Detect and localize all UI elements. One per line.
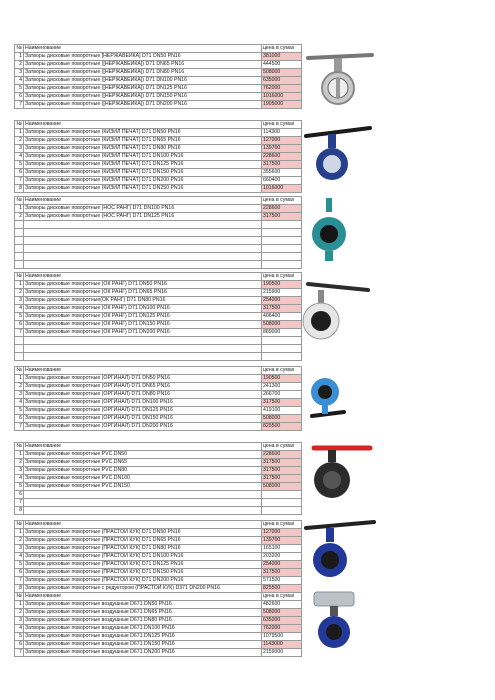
price-cell: 635000 xyxy=(262,77,302,85)
col-price-header: цена в сумах xyxy=(262,197,302,205)
price-cell: 190500 xyxy=(262,375,302,383)
price-cell: 228600 xyxy=(262,153,302,161)
row-number: 1 xyxy=(15,281,24,289)
price-table-pvc xyxy=(14,442,302,515)
price-cell: 825500 xyxy=(262,585,302,593)
row-number: 5 xyxy=(15,85,24,93)
row-number: 4 xyxy=(15,399,24,407)
table-row xyxy=(15,321,302,329)
empty-cell xyxy=(262,345,302,353)
col-price-header: цена в сумах xyxy=(262,121,302,129)
price-cell: 114300 xyxy=(262,129,302,137)
row-number: 8 xyxy=(15,185,24,193)
product-name: Затворы дисковые поворотные (ОК РАНГ) D71 DN200 PN16 xyxy=(24,329,262,337)
product-name: Затворы дисковые поворотные (ОРГИНАЛ) D71 DN50 PN16 xyxy=(24,375,262,383)
product-name: Затворы дисковые поворотные PVC DN65 xyxy=(24,459,262,467)
pvc-valve-image xyxy=(308,440,378,502)
product-name: Затворы дисковые поворотные (КИЗИЛ ПЕЧАТ) D71 DN100 PN16 xyxy=(24,153,262,161)
white-valve-image xyxy=(298,276,376,346)
price-cell: 2159000 xyxy=(262,649,302,657)
col-name-header: Наименование xyxy=(24,367,262,375)
row-number: 1 xyxy=(15,451,24,459)
price-table-pneumatic xyxy=(14,592,302,657)
price-table-original xyxy=(14,366,302,431)
col-name-header: Наименование xyxy=(24,121,262,129)
empty-cell xyxy=(24,337,262,345)
col-num-header: № xyxy=(16,521,22,527)
empty-row xyxy=(15,237,302,245)
product-name: Затворы дисковые поворотные ([НЕРЖАВЕЙКА]) D71 DN150 PN16 xyxy=(24,93,262,101)
product-name xyxy=(24,491,262,499)
table-row xyxy=(15,633,302,641)
table-row xyxy=(15,145,302,153)
row-number: 8 xyxy=(15,507,24,515)
pneumatic-valve-image xyxy=(304,588,364,654)
product-name: Затворы дисковые поворотные воздушные D671 DN150 PN16 xyxy=(24,641,262,649)
row-number: 7 xyxy=(15,577,24,585)
product-name: Затворы дисковые поворотные воздушные D671 DN100 PN16 xyxy=(24,625,262,633)
table-row xyxy=(15,93,302,101)
row-number: 1 xyxy=(15,375,24,383)
product-name: Затворы дисковые поворотные (ПРАСТОЙ КУК) D71 DN100 PN16 xyxy=(24,553,262,561)
product-name: Затворы дисковые поворотные (НОС РАНГ) D71 DN125 PN16 xyxy=(24,213,262,221)
row-number: 2 xyxy=(15,609,24,617)
col-name-header: Наименование xyxy=(24,197,262,205)
product-name: Затворы дисковые поворотные (ОРГИНАЛ) D71 DN80 PN16 xyxy=(24,391,262,399)
row-number: 6 xyxy=(15,169,24,177)
table-row xyxy=(15,529,302,537)
price-table-kizil-pechat xyxy=(14,120,302,193)
empty-cell xyxy=(15,353,24,361)
col-price-header: цена в сумах xyxy=(262,521,302,529)
row-number: 4 xyxy=(15,553,24,561)
price-cell: 317500 xyxy=(262,467,302,475)
col-num-header: № xyxy=(16,121,22,127)
empty-row xyxy=(15,337,302,345)
table-header xyxy=(15,367,302,375)
empty-cell xyxy=(24,261,262,269)
price-cell: 825500 xyxy=(262,423,302,431)
col-num-header: № xyxy=(16,197,22,203)
product-name: Затворы дисковые поворотные ([НЕРЖАВЕЙКА]) D71 DN80 PN16 xyxy=(24,69,262,77)
price-cell: 406400 xyxy=(262,313,302,321)
product-name: Затворы дисковые поворотные воздушные D671 DN80 PN16 xyxy=(24,617,262,625)
price-cell: 203200 xyxy=(262,553,302,561)
col-price-header: цена в сумах xyxy=(262,45,302,53)
row-number: 5 xyxy=(15,161,24,169)
table-row xyxy=(15,399,302,407)
row-number: 4 xyxy=(15,305,24,313)
col-name-header: Наименование xyxy=(24,593,262,601)
table-row xyxy=(15,77,302,85)
product-name: Затворы дисковые поворотные ([НЕРЖАВЕЙКА]) D71 DN100 PN16 xyxy=(24,77,262,85)
table-row xyxy=(15,609,302,617)
empty-cell xyxy=(262,261,302,269)
table-row xyxy=(15,499,302,507)
product-name: Затворы дисковые поворотные (КИЗИЛ ПЕЧАТ) D71 DN200 PN16 xyxy=(24,177,262,185)
table-row xyxy=(15,459,302,467)
price-cell: 139700 xyxy=(262,537,302,545)
product-name: Затворы дисковые поворотные (ПРАСТОЙ КУК) D71 DN200 PN16 xyxy=(24,577,262,585)
row-number: 7 xyxy=(15,329,24,337)
price-cell: 444500 xyxy=(262,61,302,69)
row-number: 1 xyxy=(15,205,24,213)
empty-row xyxy=(15,229,302,237)
price-cell: 190500 xyxy=(262,281,302,289)
price-cell: 571500 xyxy=(262,577,302,585)
row-number: 7 xyxy=(15,177,24,185)
table-row xyxy=(15,305,302,313)
price-cell: 762000 xyxy=(262,625,302,633)
table-row xyxy=(15,161,302,169)
light-blue-valve-image xyxy=(300,372,350,424)
price-cell xyxy=(262,499,302,507)
table-row xyxy=(15,483,302,491)
table-row xyxy=(15,553,302,561)
price-cell: 317500 xyxy=(262,459,302,467)
row-number: 6 xyxy=(15,321,24,329)
price-cell: 127000 xyxy=(262,529,302,537)
product-name: Затворы дисковые поворотные (ОК РАНГ) D71 DN150 PN16 xyxy=(24,321,262,329)
price-cell: 1016000 xyxy=(262,93,302,101)
price-cell: 139700 xyxy=(262,145,302,153)
row-number: 1 xyxy=(15,129,24,137)
row-number: 6 xyxy=(15,415,24,423)
table-row xyxy=(15,491,302,499)
row-number: 4 xyxy=(15,625,24,633)
table-row xyxy=(15,407,302,415)
table-row xyxy=(15,185,302,193)
price-cell: 508000 xyxy=(262,609,302,617)
empty-row xyxy=(15,245,302,253)
empty-cell xyxy=(262,353,302,361)
product-name: Затворы дисковые поворотные(ОК РАНГ) D71 DN80 PN16 xyxy=(24,297,262,305)
table-header xyxy=(15,443,302,451)
table-header xyxy=(15,197,302,205)
col-name-header: Наименование xyxy=(24,273,262,281)
product-name: Затворы дисковые поворотные воздушные D671 DN125 PN16 xyxy=(24,633,262,641)
product-name xyxy=(24,499,262,507)
col-num-header: № xyxy=(16,45,22,51)
price-cell: 317500 xyxy=(262,475,302,483)
price-cell: 660400 xyxy=(262,177,302,185)
price-cell: 508000 xyxy=(262,415,302,423)
col-num-header: № xyxy=(16,593,22,599)
product-name xyxy=(24,507,262,515)
empty-row xyxy=(15,345,302,353)
product-name: Затворы дисковые поворотные (ОРГИНАЛ) D71 DN200 PN16 xyxy=(24,423,262,431)
product-name: Затворы дисковые поворотные (КИЗИЛ ПЕЧАТ) D71 DN150 PN16 xyxy=(24,169,262,177)
product-name: Затворы дисковые поворотные (ОК РАНГ) D71 DN125 PN16 xyxy=(24,313,262,321)
table-header xyxy=(15,593,302,601)
empty-cell xyxy=(15,229,24,237)
empty-cell xyxy=(262,245,302,253)
empty-cell xyxy=(262,237,302,245)
table-row xyxy=(15,625,302,633)
price-cell: 254000 xyxy=(262,297,302,305)
price-cell: 482600 xyxy=(262,601,302,609)
price-cell: 419100 xyxy=(262,407,302,415)
product-name: Затворы дисковые поворотные PVC DN100 xyxy=(24,475,262,483)
table-row xyxy=(15,53,302,61)
row-number: 2 xyxy=(15,289,24,297)
row-number: 2 xyxy=(15,61,24,69)
row-number: 4 xyxy=(15,475,24,483)
product-name: Затворы дисковые поворотные ([НЕРЖАВЕЙКА]) D71 DN65 PN16 xyxy=(24,61,262,69)
price-cell: 508000 xyxy=(262,483,302,491)
table-row xyxy=(15,61,302,69)
table-row xyxy=(15,507,302,515)
row-number: 1 xyxy=(15,529,24,537)
price-cell: 508000 xyxy=(262,321,302,329)
table-row xyxy=(15,649,302,657)
row-number: 1 xyxy=(15,53,24,61)
price-cell xyxy=(262,507,302,515)
price-cell: 1016000 xyxy=(262,185,302,193)
table-header xyxy=(15,273,302,281)
empty-cell xyxy=(15,337,24,345)
price-cell: 254000 xyxy=(262,561,302,569)
table-row xyxy=(15,451,302,459)
row-number: 5 xyxy=(15,483,24,491)
product-name: Затворы дисковые поворотные (КИЗИЛ ПЕЧАТ) D71 DN50 PN16 xyxy=(24,129,262,137)
table-row xyxy=(15,177,302,185)
row-number: 7 xyxy=(15,499,24,507)
price-cell: 317500 xyxy=(262,305,302,313)
row-number: 5 xyxy=(15,407,24,415)
price-cell: 266700 xyxy=(262,391,302,399)
row-number: 3 xyxy=(15,69,24,77)
blue-valve-lever-image xyxy=(300,516,380,582)
product-name: Затворы дисковые поворотные (ОРГИНАЛ) D71 DN65 PN16 xyxy=(24,383,262,391)
row-number: 1 xyxy=(15,601,24,609)
row-number: 8 xyxy=(15,585,24,593)
empty-cell xyxy=(262,229,302,237)
price-cell: 635000 xyxy=(262,617,302,625)
col-num-header: № xyxy=(16,273,22,279)
row-number: 3 xyxy=(15,391,24,399)
col-name-header: Наименование xyxy=(24,521,262,529)
table-row xyxy=(15,137,302,145)
teal-valve-image xyxy=(308,196,350,264)
col-num-header: № xyxy=(16,367,22,373)
empty-cell xyxy=(24,345,262,353)
row-number: 4 xyxy=(15,77,24,85)
empty-cell xyxy=(262,337,302,345)
col-num-header: № xyxy=(16,443,22,449)
product-name: Затворы дисковые поворотные [НЕРЖАВЕЙКА] D71 DN50 PN16 xyxy=(24,53,262,61)
price-cell: 165100 xyxy=(262,545,302,553)
row-number: 6 xyxy=(15,93,24,101)
price-cell: 889000 xyxy=(262,329,302,337)
table-row xyxy=(15,569,302,577)
product-name: Затворы дисковые поворотные (ОК РАНГ) D71 DN100 PN16 xyxy=(24,305,262,313)
table-row xyxy=(15,289,302,297)
empty-cell xyxy=(24,229,262,237)
price-cell: 127000 xyxy=(262,137,302,145)
product-name: Затворы дисковые поворотные PVC DN80 xyxy=(24,467,262,475)
product-name: Затворы дисковые поворотные воздушные D671 DN65 PN16 xyxy=(24,609,262,617)
product-name: Затворы дисковые поворотные (ПРАСТОЙ КУК) D71 DN125 PN16 xyxy=(24,561,262,569)
price-cell: 228600 xyxy=(262,205,302,213)
price-table-nos-rang xyxy=(14,196,302,269)
product-name: Затворы дисковые поворотные (ПРАСТОЙ КУК) D71 DN65 PN16 xyxy=(24,537,262,545)
table-row xyxy=(15,577,302,585)
row-number: 7 xyxy=(15,423,24,431)
table-row xyxy=(15,69,302,77)
price-table-ok-rang xyxy=(14,272,302,361)
price-cell: 317500 xyxy=(262,569,302,577)
price-cell: 317500 xyxy=(262,213,302,221)
table-row xyxy=(15,153,302,161)
product-name: Затворы дисковые поворотные (ПРАСТОЙ КУК) D71 DN50 PN16 xyxy=(24,529,262,537)
table-row xyxy=(15,641,302,649)
row-number: 6 xyxy=(15,491,24,499)
table-row xyxy=(15,281,302,289)
col-price-header: цена в сумах xyxy=(262,593,302,601)
table-row xyxy=(15,475,302,483)
product-name: Затворы дисковые поворотные (ОК РАНГ) D71 DN50 PN16 xyxy=(24,281,262,289)
col-name-header: Наименование xyxy=(24,443,262,451)
table-row xyxy=(15,545,302,553)
table-header xyxy=(15,521,302,529)
col-name-header: Наименование xyxy=(24,45,262,53)
table-row xyxy=(15,129,302,137)
col-price-header: цена в сумах xyxy=(262,443,302,451)
empty-cell xyxy=(24,221,262,229)
product-name: Затворы дисковые поворотные (КИЗИЛ ПЕЧАТ) D71 DN250 PN16 xyxy=(24,185,262,193)
price-cell: 215900 xyxy=(262,289,302,297)
row-number: 3 xyxy=(15,617,24,625)
row-number: 3 xyxy=(15,467,24,475)
table-row xyxy=(15,375,302,383)
price-cell: 317500 xyxy=(262,399,302,407)
row-number: 4 xyxy=(15,153,24,161)
table-row xyxy=(15,537,302,545)
price-cell: 1143000 xyxy=(262,641,302,649)
product-name: Затворы дисковые поворотные воздушные D671 DN200 PN16 xyxy=(24,649,262,657)
row-number: 6 xyxy=(15,569,24,577)
price-cell: 762000 xyxy=(262,85,302,93)
empty-cell xyxy=(24,253,262,261)
row-number: 7 xyxy=(15,649,24,657)
table-row xyxy=(15,213,302,221)
row-number: 2 xyxy=(15,213,24,221)
table-row xyxy=(15,85,302,93)
product-name: Затворы дисковые поворотные (НОС РАНГ) D71 DN100 PN16 xyxy=(24,205,262,213)
empty-row xyxy=(15,261,302,269)
col-price-header: цена в сумах xyxy=(262,367,302,375)
product-name: Затворы дисковые поворотные (КИЗИЛ ПЕЧАТ) D71 DN80 PN16 xyxy=(24,145,262,153)
table-row xyxy=(15,101,302,109)
product-name: Затворы дисковые поворотные ([НЕРЖАВЕЙКА]) D71 DN125 PN16 xyxy=(24,85,262,93)
blue-valve-red-handle-image xyxy=(300,124,380,184)
product-name: Затворы дисковые поворотные (КИЗИЛ ПЕЧАТ) D71 DN65 PN16 xyxy=(24,137,262,145)
product-name: Затворы дисковые поворотные ([НЕРЖАВЕЙКА]) D71 DN200 PN16 xyxy=(24,101,262,109)
row-number: 2 xyxy=(15,537,24,545)
price-cell xyxy=(262,491,302,499)
row-number: 5 xyxy=(15,633,24,641)
row-number: 3 xyxy=(15,545,24,553)
table-row xyxy=(15,617,302,625)
table-row xyxy=(15,313,302,321)
product-name: Затворы дисковые поворотные (ОК РАНГ) D71 DN65 PN16 xyxy=(24,289,262,297)
empty-row xyxy=(15,253,302,261)
product-name: Затворы дисковые поворотные (ОРГИНАЛ) D71 DN125 PN16 xyxy=(24,407,262,415)
empty-cell xyxy=(262,253,302,261)
price-cell: 355600 xyxy=(262,169,302,177)
empty-cell xyxy=(15,261,24,269)
product-name: Затворы дисковые поворотные PVC DN50 xyxy=(24,451,262,459)
table-row xyxy=(15,423,302,431)
row-number: 5 xyxy=(15,313,24,321)
table-row xyxy=(15,601,302,609)
empty-cell xyxy=(24,353,262,361)
empty-cell xyxy=(24,237,262,245)
row-number: 6 xyxy=(15,641,24,649)
row-number: 7 xyxy=(15,101,24,109)
empty-cell xyxy=(15,221,24,229)
stainless-valve-image xyxy=(300,48,380,110)
table-row xyxy=(15,297,302,305)
table-row xyxy=(15,391,302,399)
product-name: Затворы дисковые поворотные (ПРАСТОЙ КУК) D71 DN80 PN16 xyxy=(24,545,262,553)
row-number: 2 xyxy=(15,137,24,145)
product-name: Затворы дисковые поворотные (ОРГИНАЛ) D71 DN100 PN16 xyxy=(24,399,262,407)
price-cell: 1905000 xyxy=(262,101,302,109)
empty-cell xyxy=(24,245,262,253)
table-row xyxy=(15,383,302,391)
row-number: 2 xyxy=(15,459,24,467)
product-name: Затворы дисковые поворотные воздушные D671 DN50 PN16 xyxy=(24,601,262,609)
table-row xyxy=(15,329,302,337)
empty-row xyxy=(15,353,302,361)
table-row xyxy=(15,205,302,213)
empty-cell xyxy=(15,237,24,245)
empty-cell xyxy=(15,253,24,261)
table-header xyxy=(15,121,302,129)
price-table-stainless xyxy=(14,44,302,109)
table-row xyxy=(15,561,302,569)
price-cell: 1079500 xyxy=(262,633,302,641)
price-table-prastoy-kuk xyxy=(14,520,302,593)
product-name: Затворы дисковые поворотные (КИЗИЛ ПЕЧАТ) D71 DN125 PN16 xyxy=(24,161,262,169)
table-row xyxy=(15,467,302,475)
price-cell: 241300 xyxy=(262,383,302,391)
product-name: Затворы дисковые поворотные PVC DN150 xyxy=(24,483,262,491)
empty-cell xyxy=(15,245,24,253)
empty-row xyxy=(15,221,302,229)
table-row xyxy=(15,415,302,423)
row-number: 5 xyxy=(15,561,24,569)
price-cell: 317500 xyxy=(262,161,302,169)
price-cell: 508000 xyxy=(262,69,302,77)
price-cell: 381000 xyxy=(262,53,302,61)
product-name: Затворы дисковые поворотные (ОРГИНАЛ) D71 DN150 PN16 xyxy=(24,415,262,423)
row-number: 3 xyxy=(15,297,24,305)
product-name: Затворы дисковые поворотные (ПРАСТОЙ КУК) D71 DN150 PN16 xyxy=(24,569,262,577)
row-number: 2 xyxy=(15,383,24,391)
row-number: 3 xyxy=(15,145,24,153)
price-cell: 228600 xyxy=(262,451,302,459)
col-price-header: цена в сумах xyxy=(262,273,302,281)
empty-cell xyxy=(262,221,302,229)
product-name: Затворы дисковые поворотные с редуктором (ПРАСТОЙ КУК) D371 DN200 PN16 xyxy=(24,585,262,593)
table-row xyxy=(15,169,302,177)
empty-cell xyxy=(15,345,24,353)
table-header xyxy=(15,45,302,53)
